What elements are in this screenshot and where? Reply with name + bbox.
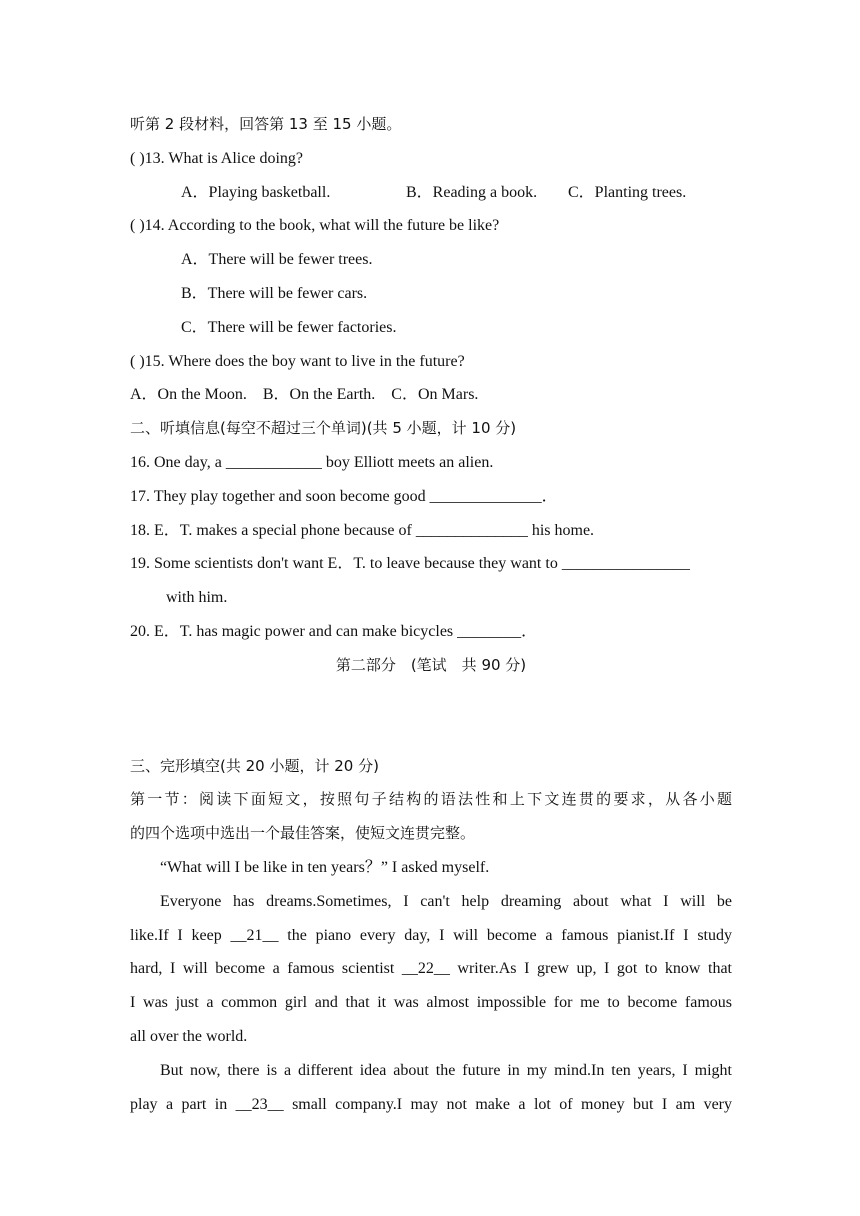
option-b: B．There will be fewer cars.	[181, 284, 368, 302]
question-15: ( )15. Where does the boy want to live in the future?	[130, 352, 465, 370]
passage-text: the piano every day, I will become a famous pianist.If I study	[278, 926, 732, 944]
passage-text: like.If I keep	[130, 926, 231, 944]
passage-paragraph-1: “What will I be like in ten years？” I asked myself.	[160, 858, 490, 876]
passage-paragraph-2-line2	[130, 919, 732, 953]
question-13-options	[130, 176, 732, 210]
fill-item-20: 20. E．T. has magic power and can make bicycles ________．	[130, 622, 538, 640]
written-part-title: 第二部分 (笔试 共 90 分)	[335, 655, 527, 674]
option-b: B．Reading a book.	[406, 183, 538, 201]
fill-item-16: 16. One day, a ____________ boy Elliott meets an alien.	[130, 453, 494, 471]
passage-text: small company.I may not make a lot of money but I am very	[283, 1095, 732, 1113]
passage-paragraph-2-line5: all over the world.	[130, 1027, 248, 1045]
section1-instructions-line2: 的四个选项中选出一个最佳答案，使短文连贯完整。	[130, 824, 476, 843]
fill-item-19-continued: with him.	[166, 589, 228, 607]
part2-heading: 二、听填信息(每空不超过三个单词)(共 5 小题，计 10 分)	[130, 419, 517, 438]
passage-text: hard, I will become a famous scientist	[130, 960, 402, 978]
passage-paragraph-2-line3	[130, 952, 732, 986]
question-15-options: A．On the Moon. B．On the Earth. C．On Mars.	[130, 386, 479, 404]
passage-paragraph-2-line1: Everyone has dreams.Sometimes, I can't help dreaming about what I will be	[160, 892, 732, 910]
passage-paragraph-2-line4: I was just a common girl and that it was almost impossible for me to become famous	[130, 994, 732, 1012]
fill-item-17: 17. They play together and soon become good ______________．	[130, 487, 558, 505]
blank-21: __21__	[230, 926, 279, 944]
question-14: ( )14. According to the book, what will the future be like?	[130, 217, 500, 235]
blank-23: __23__	[235, 1095, 284, 1113]
passage-paragraph-3-line2	[130, 1088, 732, 1122]
question-13: ( )13. What is Alice doing?	[130, 149, 303, 167]
passage-text: writer.As I grew up, I got to know that	[449, 960, 732, 978]
option-c: C．Planting trees.	[568, 183, 687, 201]
exam-page	[130, 108, 732, 1121]
spacer	[130, 683, 732, 750]
option-a: A．Playing basketball.	[181, 183, 331, 201]
section2-intro: 听第 2 段材料，回答第 13 至 15 小题。	[130, 115, 402, 133]
fill-item-19: 19. Some scientists don't want E．T. to leave because they want to ________________	[130, 555, 690, 573]
option-c: C．There will be fewer factories.	[181, 318, 397, 336]
part3-heading: 三、完形填空(共 20 小题，计 20 分)	[130, 756, 379, 775]
passage-text: play a part in	[130, 1095, 236, 1113]
option-a: A．There will be fewer trees.	[181, 251, 373, 269]
blank-22: __22__	[401, 960, 450, 978]
fill-item-18: 18. E．T. makes a special phone because of ______________ his home.	[130, 521, 595, 539]
passage-paragraph-3-line1: But now, there is a different idea about the future in my mind.In ten years, I might	[160, 1061, 732, 1079]
section1-instructions-line1: 第一节：阅读下面短文，按照句子结构的语法性和上下文连贯的要求，从各小题	[130, 790, 732, 809]
